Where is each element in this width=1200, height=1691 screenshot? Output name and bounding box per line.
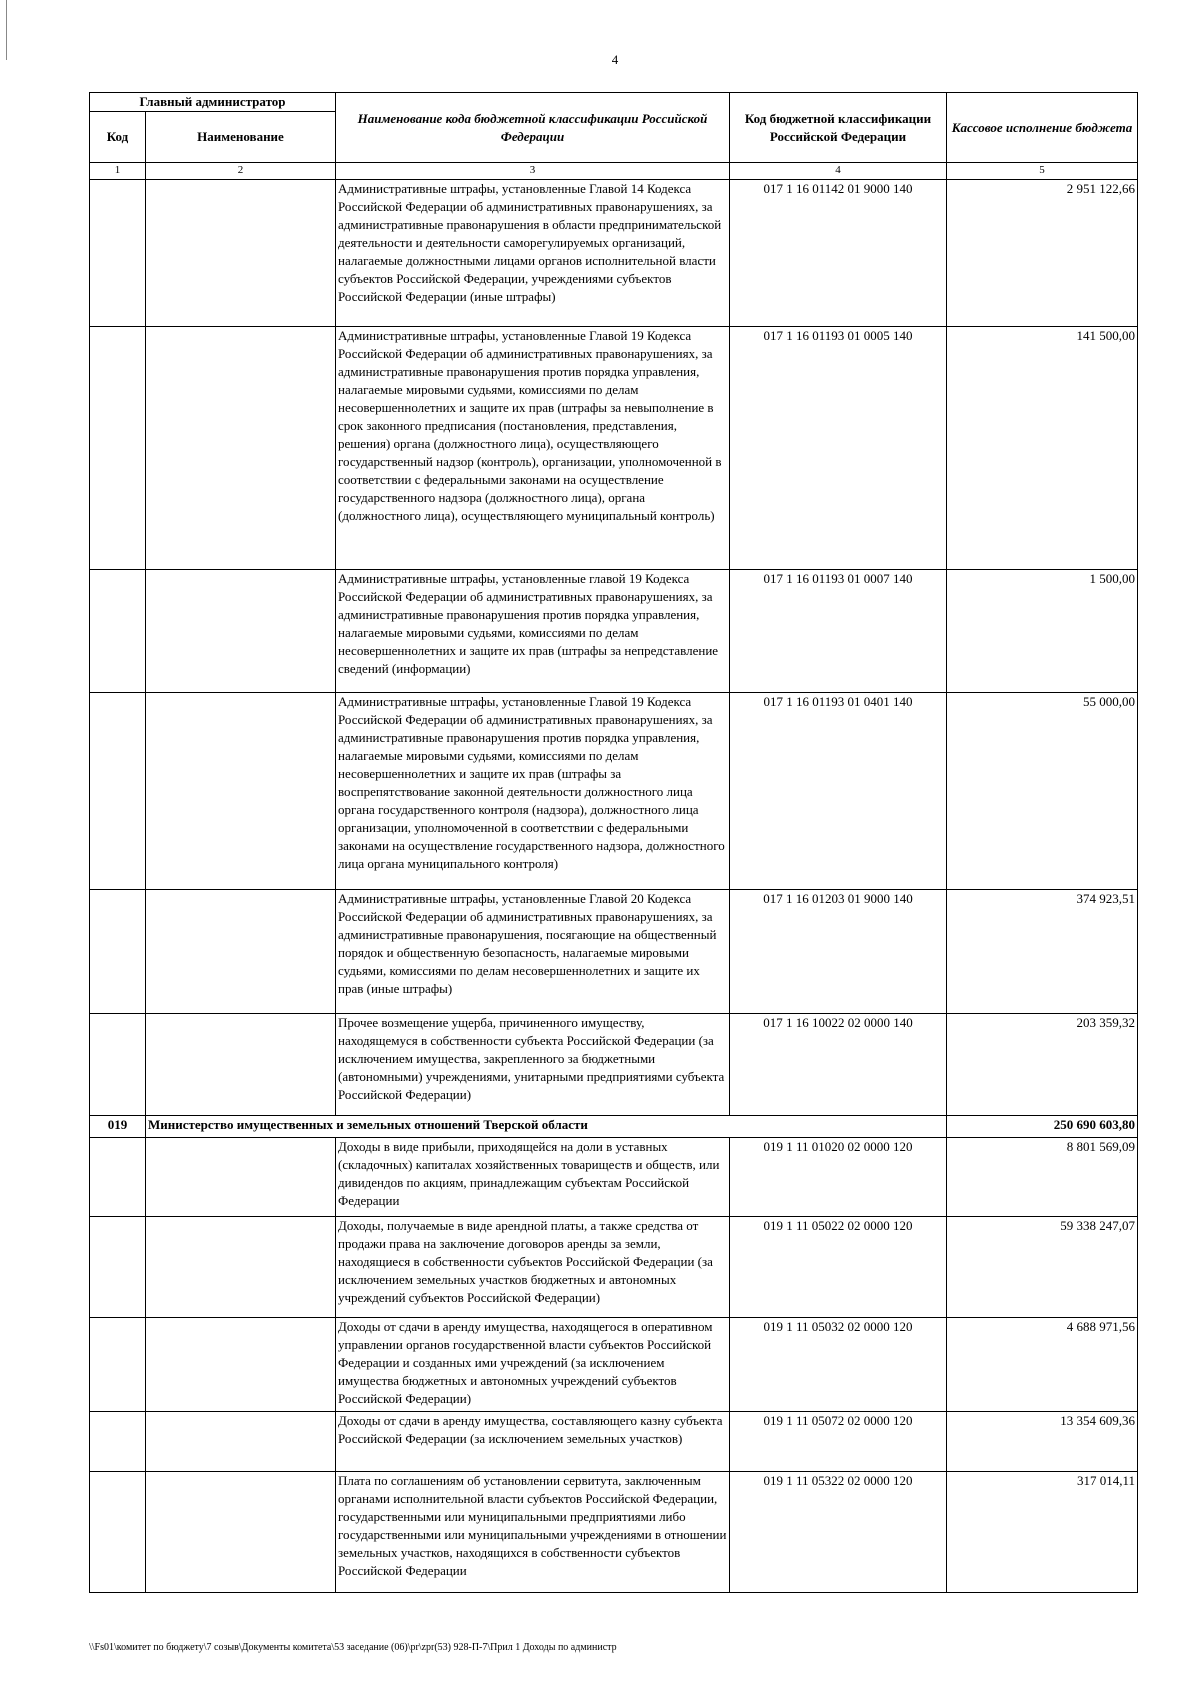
bk-name-cell: Доходы, получаемые в виде арендной платы, а также средства от продажи права на заключение договоров аренды за земли, находящиеся в собственности субъектов Российской Федерации (за исключением земельных участков бюджетных и автономных учреждений субъектов Российской Федерации) [336, 1217, 730, 1318]
bk-code-cell: 019 1 11 05322 02 0000 120 [730, 1472, 947, 1593]
amount-cell: 13 354 609,36 [947, 1412, 1138, 1472]
admin-code-cell [90, 1217, 146, 1318]
bk-name-cell: Административные штрафы, установленные Главой 19 Кодекса Российской Федерации об административных правонарушениях, за административные правонарушения против порядка управления, налагаемые мировыми судьями, комиссиями по делам несовершеннолетних и защите их прав (штрафы за невыполнение в срок законного предписания (постановления, представления, решения) органа (должностного лица), осуществляющего государственный надзор (контроль), организации, уполномоченной в соответствии с федеральными законами на осуществление государственного надзора (должностного лица), органа (должностного лица), осуществляющего муниципальный контроль) [336, 327, 730, 570]
amount-cell: 55 000,00 [947, 693, 1138, 890]
table-body [90, 180, 1138, 1593]
admin-code-cell [90, 180, 146, 327]
admin-name-cell [146, 1217, 336, 1318]
admin-name-cell [146, 1472, 336, 1593]
amount-cell: 141 500,00 [947, 327, 1138, 570]
header-admin-name: Наименование [146, 112, 336, 163]
column-number: 3 [336, 163, 730, 180]
header-main-administrator: Главный администратор [90, 93, 336, 112]
bk-code-cell: 019 1 11 05072 02 0000 120 [730, 1412, 947, 1472]
admin-name-cell [146, 1318, 336, 1412]
table-row [90, 570, 1138, 693]
amount-cell: 59 338 247,07 [947, 1217, 1138, 1318]
bk-code-cell: 017 1 16 10022 02 0000 140 [730, 1014, 947, 1116]
column-number: 5 [947, 163, 1138, 180]
ministry-total-amount: 250 690 603,80 [947, 1116, 1138, 1138]
header-admin-code: Код [90, 112, 146, 163]
table-row [90, 1318, 1138, 1412]
bk-name-cell: Административные штрафы, установленные Главой 14 Кодекса Российской Федерации об административных правонарушениях, за административные правонарушения в области предпринимательской деятельности и деятельности саморегулируемых организаций, налагаемые должностными лицами органов исполнительной власти субъектов Российской Федерации, учреждениями субъектов Российской Федерации (иные штрафы) [336, 180, 730, 327]
table-row [90, 1217, 1138, 1318]
amount-cell: 2 951 122,66 [947, 180, 1138, 327]
bk-name-cell: Доходы в виде прибыли, приходящейся на доли в уставных (складочных) капиталах хозяйственных товариществ и обществ, или дивидендов по акциям, принадлежащим субъектам Российской Федерации [336, 1138, 730, 1217]
admin-code-cell [90, 1412, 146, 1472]
bk-code-cell: 017 1 16 01203 01 9000 140 [730, 890, 947, 1014]
table-row [90, 693, 1138, 890]
page-number: 4 [611, 52, 619, 67]
ministry-row [90, 1116, 1138, 1138]
bk-code-cell: 017 1 16 01193 01 0007 140 [730, 570, 947, 693]
amount-cell: 4 688 971,56 [947, 1318, 1138, 1412]
admin-name-cell [146, 570, 336, 693]
amount-cell: 8 801 569,09 [947, 1138, 1138, 1217]
budget-execution-table [89, 92, 1138, 1593]
admin-name-cell [146, 1412, 336, 1472]
bk-name-cell: Прочее возмещение ущерба, причиненного имуществу, находящемуся в собственности субъекта Российской Федерации (за исключением имущества, закрепленного за бюджетными (автономными) учреждениями, унитарными предприятиями субъекта Российской Федерации) [336, 1014, 730, 1116]
footer-file-path: \\Fs01\комитет по бюджету\7 созыв\Документы комитета\53 заседание (06)\pr\zpr(53) 928-П-7\Прил 1 Доходы по админиcтр [89, 1642, 617, 1653]
bk-name-cell: Административные штрафы, установленные Главой 19 Кодекса Российской Федерации об административных правонарушениях, за административные правонарушения против порядка управления, налагаемые мировыми судьями, комиссиями по делам несовершеннолетних и защите их прав (штрафы за воспрепятствование законной деятельности должностного лица органа государственного контроля (надзора), должностного лица организации, уполномоченной в соответствии с федеральными законами на осуществление государственного надзора, должностного лица органа муниципального контроля) [336, 693, 730, 890]
admin-name-cell [146, 890, 336, 1014]
amount-cell: 317 014,11 [947, 1472, 1138, 1593]
column-number: 2 [146, 163, 336, 180]
bk-code-cell: 019 1 11 01020 02 0000 120 [730, 1138, 947, 1217]
bk-name-cell: Доходы от сдачи в аренду имущества, составляющего казну субъекта Российской Федерации (за исключением земельных участков) [336, 1412, 730, 1472]
ministry-code: 019 [90, 1116, 146, 1138]
column-number: 4 [730, 163, 947, 180]
admin-name-cell [146, 1014, 336, 1116]
admin-code-cell [90, 693, 146, 890]
ministry-name: Министерство имущественных и земельных отношений Тверской области [146, 1116, 947, 1138]
admin-name-cell [146, 180, 336, 327]
table-row [90, 1014, 1138, 1116]
table-row [90, 890, 1138, 1014]
admin-code-cell [90, 327, 146, 570]
table-row [90, 1138, 1138, 1217]
admin-name-cell [146, 1138, 336, 1217]
bk-code-cell: 017 1 16 01193 01 0005 140 [730, 327, 947, 570]
bk-name-cell: Административные штрафы, установленные главой 19 Кодекса Российской Федерации об административных правонарушениях, за административные правонарушения против порядка управления, налагаемые мировыми судьями, комиссиями по делам несовершеннолетних и защите их прав (штрафы за непредставление сведений (информации) [336, 570, 730, 693]
header-cash-execution: Кассовое исполнение бюджета [947, 93, 1138, 163]
amount-cell: 374 923,51 [947, 890, 1138, 1014]
bk-code-cell: 019 1 11 05022 02 0000 120 [730, 1217, 947, 1318]
amount-cell: 203 359,32 [947, 1014, 1138, 1116]
header-bk-code: Код бюджетной классификации Российской Федерации [730, 93, 947, 163]
admin-name-cell [146, 327, 336, 570]
bk-name-cell: Административные штрафы, установленные Главой 20 Кодекса Российской Федерации об административных правонарушениях, за административные правонарушения, посягающие на общественный порядок и общественную безопасность, налагаемые мировыми судьями, комиссиями по делам несовершеннолетних и защите их прав (иные штрафы) [336, 890, 730, 1014]
admin-code-cell [90, 1138, 146, 1217]
bk-name-cell: Плата по соглашениям об установлении сервитута, заключенным органами исполнительной власти субъектов Российской Федерации, государственными или муниципальными предприятиями либо государственными или муниципальными учреждениями в отношении земельных участков, находящихся в собственности субъектов Российской Федерации [336, 1472, 730, 1593]
admin-code-cell [90, 570, 146, 693]
table-row [90, 180, 1138, 327]
admin-code-cell [90, 1472, 146, 1593]
column-number: 1 [90, 163, 146, 180]
bk-name-cell: Доходы от сдачи в аренду имущества, находящегося в оперативном управлении органов государственной власти субъектов Российской Федерации и созданных ими учреждений (за исключением имущества бюджетных и автономных учреждений субъектов Российской Федерации) [336, 1318, 730, 1412]
bk-code-cell: 017 1 16 01193 01 0401 140 [730, 693, 947, 890]
admin-name-cell [146, 693, 336, 890]
admin-code-cell [90, 890, 146, 1014]
admin-code-cell [90, 1014, 146, 1116]
bk-code-cell: 017 1 16 01142 01 9000 140 [730, 180, 947, 327]
table-row [90, 1472, 1138, 1593]
table-row [90, 327, 1138, 570]
header-bk-name: Наименование кода бюджетной классификации Российской Федерации [336, 93, 730, 163]
scan-edge-line [6, 0, 7, 60]
table-row [90, 1412, 1138, 1472]
column-number-row [90, 163, 1138, 180]
bk-code-cell: 019 1 11 05032 02 0000 120 [730, 1318, 947, 1412]
amount-cell: 1 500,00 [947, 570, 1138, 693]
admin-code-cell [90, 1318, 146, 1412]
